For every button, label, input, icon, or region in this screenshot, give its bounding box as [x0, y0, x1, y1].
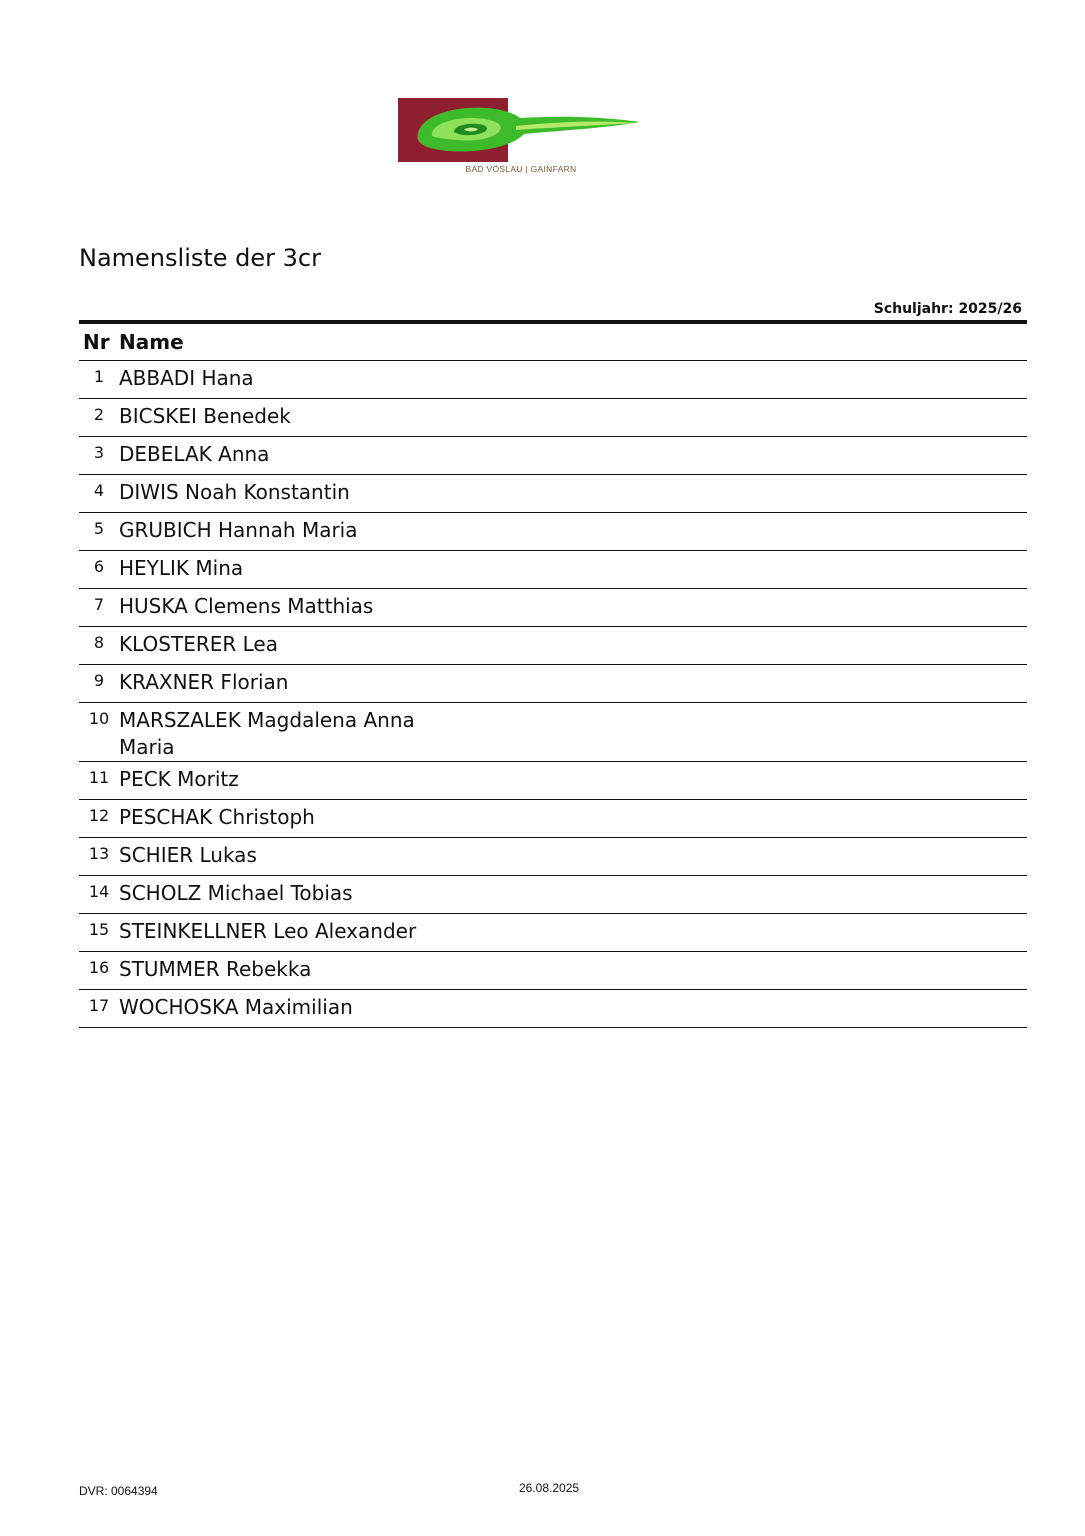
row-name: STEINKELLNER Leo Alexander	[119, 919, 417, 943]
row-number: 13	[79, 838, 119, 876]
row-name: SCHIER Lukas	[119, 843, 257, 867]
row-number: 15	[79, 914, 119, 952]
table-row	[79, 838, 1027, 876]
table-row	[79, 437, 1027, 475]
table-row	[79, 914, 1027, 952]
row-number: 2	[79, 399, 119, 437]
row-name: BICSKEI Benedek	[119, 404, 291, 428]
row-name: DEBELAK Anna	[119, 442, 270, 466]
row-number: 1	[79, 361, 119, 399]
row-number: 14	[79, 876, 119, 914]
table-row	[79, 990, 1027, 1028]
name-list-table	[79, 320, 1027, 1028]
column-header-nr: Nr	[79, 322, 119, 361]
table-row	[79, 876, 1027, 914]
table-row	[79, 513, 1027, 551]
table-row	[79, 703, 1027, 762]
table-row	[79, 627, 1027, 665]
footer-date: 26.08.2025	[519, 1481, 580, 1495]
row-name: ABBADI Hana	[119, 366, 254, 390]
row-name: DIWIS Noah Konstantin	[119, 480, 350, 504]
table-row	[79, 551, 1027, 589]
table-header-row	[79, 322, 1027, 361]
page-title: Namensliste der 3cr	[79, 244, 321, 272]
row-name: WOCHOSKA Maximilian	[119, 995, 353, 1019]
school-logo	[396, 96, 646, 180]
row-name: PESCHAK Christoph	[119, 805, 315, 829]
school-year-label: Schuljahr: 2025/26	[873, 301, 1022, 317]
row-number: 7	[79, 589, 119, 627]
table-row	[79, 399, 1027, 437]
row-number: 16	[79, 952, 119, 990]
table-row	[79, 589, 1027, 627]
row-name: HEYLIK Mina	[119, 556, 244, 580]
row-number: 12	[79, 800, 119, 838]
footer-dvr: DVR: 0064394	[79, 1484, 158, 1498]
row-number: 10	[79, 703, 119, 762]
row-number: 4	[79, 475, 119, 513]
row-name: HUSKA Clemens Matthias	[119, 594, 374, 618]
logo-graphic	[396, 96, 646, 162]
row-name: KRAXNER Florian	[119, 670, 289, 694]
row-number: 5	[79, 513, 119, 551]
row-number: 11	[79, 762, 119, 800]
row-name: STUMMER Rebekka	[119, 957, 312, 981]
row-name: KLOSTERER Lea	[119, 632, 278, 656]
table-row	[79, 665, 1027, 703]
table-row	[79, 475, 1027, 513]
row-number: 17	[79, 990, 119, 1028]
table-row	[79, 361, 1027, 399]
table-row	[79, 952, 1027, 990]
row-name: MARSZALEK Magdalena Anna Maria	[119, 708, 415, 759]
table-row	[79, 762, 1027, 800]
column-header-name: Name	[119, 322, 1027, 361]
table-row	[79, 800, 1027, 838]
logo-caption: BAD VÖSLAU | GAINFARN	[465, 164, 577, 174]
row-number: 3	[79, 437, 119, 475]
row-name: PECK Moritz	[119, 767, 239, 791]
row-number: 8	[79, 627, 119, 665]
row-name: SCHOLZ Michael Tobias	[119, 881, 353, 905]
row-number: 9	[79, 665, 119, 703]
row-name: GRUBICH Hannah Maria	[119, 518, 358, 542]
row-number: 6	[79, 551, 119, 589]
